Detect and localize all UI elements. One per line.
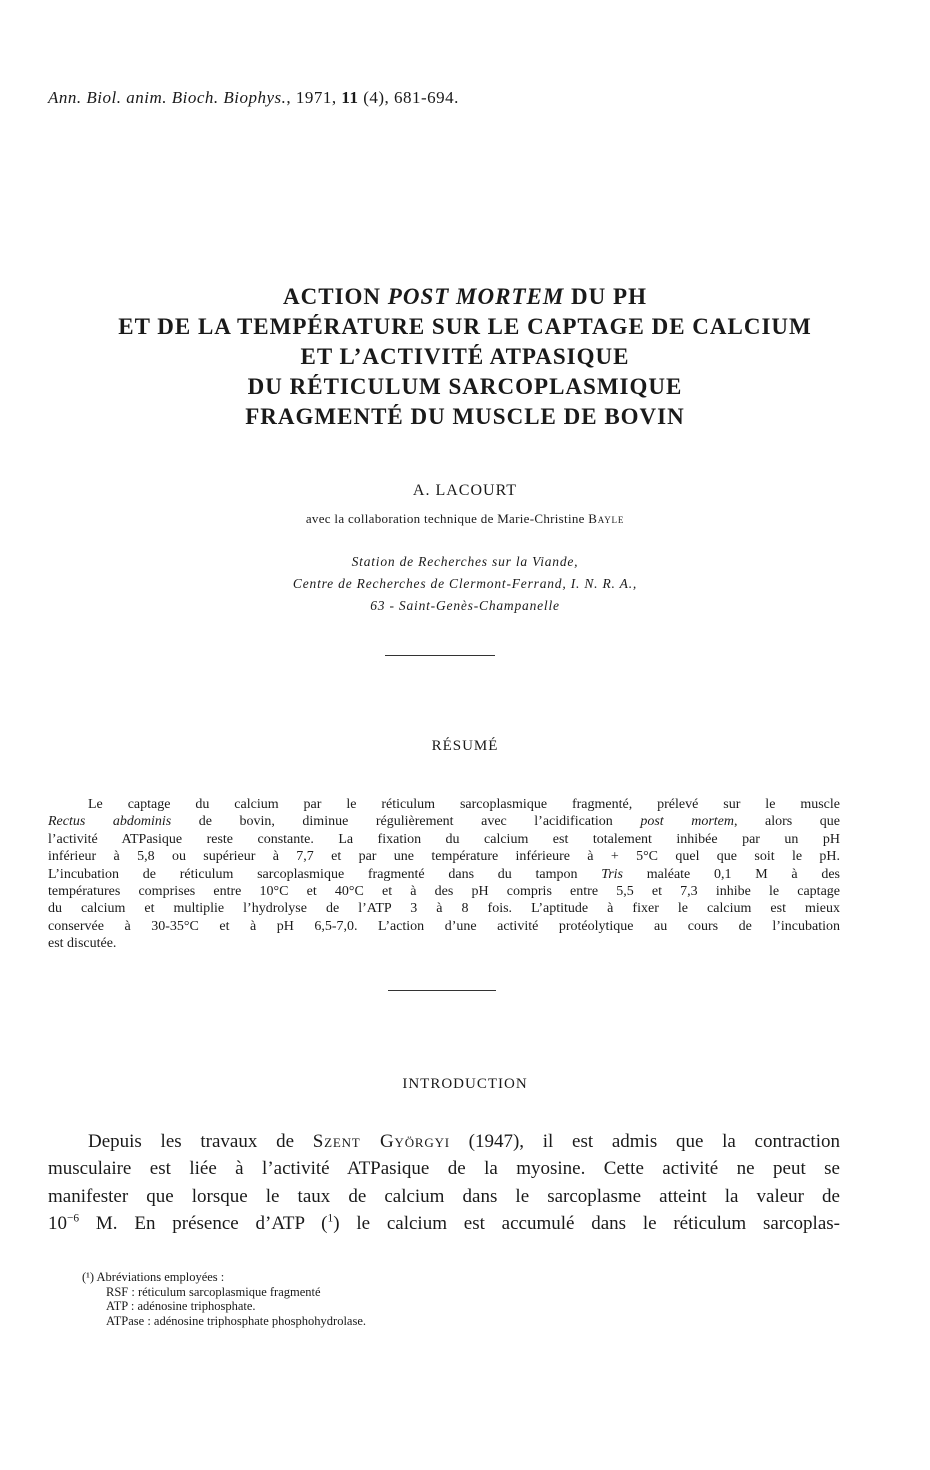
abstract-line: L’incubation de réticulum sarcoplasmique fragmenté dans du tampon Tris maléate 0,1 M à des bbox=[48, 866, 841, 882]
intro-line: manifester que lorsque le taux de calcium dans le sarcoplasme atteint la valeur de bbox=[48, 1185, 840, 1207]
cited-author: Szent Györgyi bbox=[312, 1131, 450, 1152]
separator-rule bbox=[388, 990, 496, 991]
intro-line: $10^{-6}$ M. En présence d’ATP ($^1$) le calcium est accumulé dans le réticulum sarcoplas- bbox=[48, 1212, 840, 1234]
collaborator-surname: Bayle bbox=[588, 511, 625, 526]
affiliation-line-3: 63 - Saint-Genès-Champanelle bbox=[370, 598, 560, 613]
abstract-line: Le captage du calcium par le réticulum sarcoplasmique fragmenté, prélevé sur le muscle bbox=[88, 797, 840, 812]
journal-citation bbox=[48, 88, 748, 108]
title-line-4: DU RÉTICULUM SARCOPLASMIQUE bbox=[247, 374, 683, 399]
introduction-body bbox=[48, 1128, 840, 1237]
footnote-ref: 1 bbox=[327, 1212, 334, 1225]
footnote-line: (¹) Abréviations employées : bbox=[82, 1270, 225, 1284]
title-line-2: ET DE LA TEMPÉRATURE SUR LE CAPTAGE DE CALCIUM bbox=[118, 314, 812, 339]
title-line-3: ET L’ACTIVITÉ ATPASIQUE bbox=[300, 344, 630, 369]
citation-issue-pages: (4), 681-694. bbox=[358, 88, 459, 107]
paper-title bbox=[0, 282, 930, 432]
intro-line: Depuis les travaux de Szent Györgyi (1947), il est admis que la contraction bbox=[88, 1131, 840, 1152]
abstract-line: est discutée. bbox=[48, 936, 117, 952]
footnote-line: ATPase : adénosine triphosphate phosphohydrolase. bbox=[106, 1313, 367, 1328]
citation-year: , 1971, bbox=[286, 88, 342, 107]
abstract-line: Rectus abdominis de bovin, diminue régulièrement avec l’acidification post mortem, alors que bbox=[48, 814, 840, 830]
abstract-line: températures comprises entre 10°C et 40°C et à des pH compris entre 5,5 et 7,3 inhibe le captage bbox=[48, 884, 840, 900]
title-line-5: FRAGMENTÉ DU MUSCLE DE BOVIN bbox=[245, 404, 685, 429]
affiliation-line-1: Station de Recherches sur la Viande, bbox=[351, 554, 579, 569]
separator-rule bbox=[385, 655, 495, 656]
abstract-line: inférieur à 5,8 ou supérieur à 7,7 et par une température inférieure à + 5°C quel que soit le pH. bbox=[48, 849, 840, 865]
abstract-line: l’activité ATPasique reste constante. La fixation du calcium est totalement inhibée par un pH bbox=[48, 831, 840, 847]
abstract-heading: RÉSUMÉ bbox=[431, 738, 499, 754]
abstract-body bbox=[48, 796, 840, 953]
introduction-heading: INTRODUCTION bbox=[402, 1076, 528, 1092]
footnotes bbox=[82, 1270, 682, 1328]
abstract-line: du calcium et multiplie l’hydrolyse de l’ATP 3 à 8 fois. L’aptitude à fixer le calcium est mieux bbox=[48, 901, 840, 917]
citation-volume: 11 bbox=[341, 88, 359, 107]
affiliation-line-2: Centre de Recherches de Clermont-Ferrand, I. N. R. A., bbox=[292, 576, 638, 591]
intro-line: musculaire est liée à l’activité ATPasique de la myosine. Cette activité ne peut se bbox=[48, 1158, 840, 1180]
footnote-line: RSF : réticulum sarcoplasmique fragmenté bbox=[106, 1284, 321, 1299]
journal-name: Ann. Biol. anim. Bioch. Biophys. bbox=[48, 88, 287, 107]
footnote-line: ATP : adénosine triphosphate. bbox=[106, 1299, 256, 1314]
collaboration-note: avec la collaboration technique de Marie-Christine Bayle bbox=[305, 511, 625, 526]
author-name: A. LACOURT bbox=[412, 482, 518, 499]
title-line-1: ACTION POST MORTEM DU PH bbox=[283, 284, 647, 309]
affiliation bbox=[0, 551, 930, 617]
abstract-line: conservée à 30-35°C et à pH 6,5-7,0. L’action d’une activité protéolytique au cours de l’incubation bbox=[48, 918, 840, 934]
